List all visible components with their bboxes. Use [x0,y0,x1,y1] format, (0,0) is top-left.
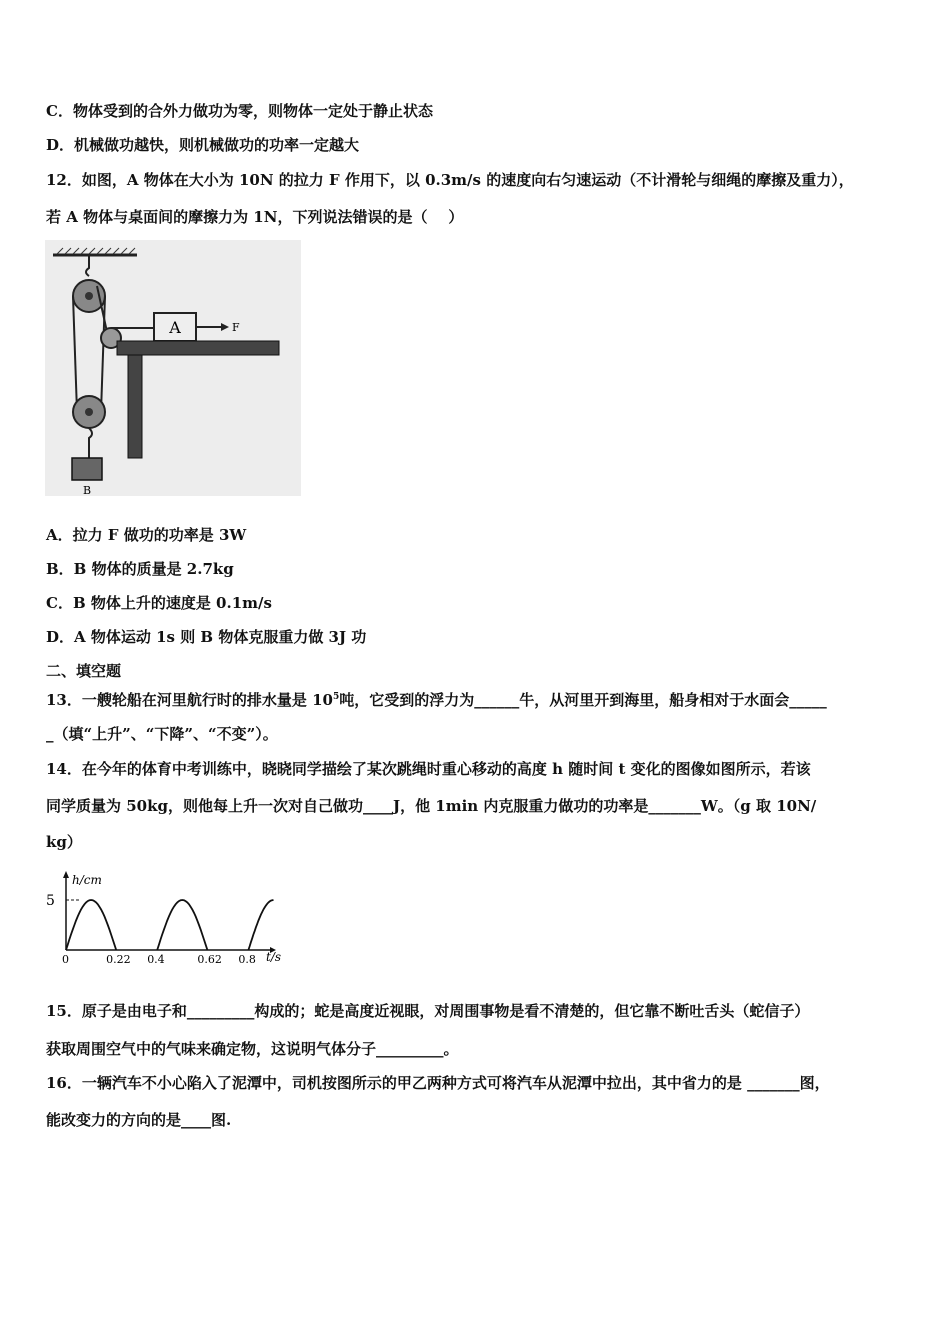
x-tick-label: 0.22 [106,953,131,966]
force-f-label: F [232,321,240,334]
fixed-pulley-axle [85,292,93,300]
q15-line2: 获取周围空气中的气味来确定物，这说明气体分子_________。 [46,1040,459,1058]
series-line [66,900,274,950]
q13-line2: _（填“上升”、“下降”、“不变”）。 [46,725,278,743]
q11-option-d: D．机械做功越快，则机械做功的功率一定越大 [46,136,360,154]
x-tick-label: 0.4 [147,953,165,966]
q14-line2: 同学质量为 50kg，则他每上升一次对自己做功____J，他 1min 内克服重力做功的功率是_______W。（g 取 10N/ [46,797,817,815]
q12-option-d: D．A 物体运动 1s 则 B 物体克服重力做 3J 功 [46,628,367,646]
q11-option-c: C．物体受到的合外力做功为零，则物体一定处于静止状态 [46,102,433,120]
section-title: 二、填空题 [46,662,122,680]
q12-option-a: A．拉力 F 做功的功率是 3W [46,526,247,544]
y-tick-label: 5 [46,893,55,909]
q14-height-time-chart [40,868,290,968]
q14-line3: kg） [46,833,82,851]
block-a-label: A [169,318,181,337]
y-axis-label: h/cm [72,873,102,887]
q12-option-c: C．B 物体上升的速度是 0.1m/s [46,594,272,612]
x-tick-label: 0.62 [197,953,222,966]
y-axis-arrow [63,871,69,878]
block-b-label: B [83,484,92,496]
q15-line1: 15．原子是由电子和_________构成的；蛇是高度近视眼，对周围事物是看不清楚的，但它靠不断吐舌头（蛇信子） [46,1002,810,1020]
q12-stem-line1: 12．如图，A 物体在大小为 10N 的拉力 F 作用下，以 0.3m/s 的速度向右匀速运动（不计滑轮与细绳的摩擦及重力）， [46,171,854,189]
q16-line1: 16．一辆汽车不小心陷入了泥潭中，司机按图所示的甲乙两种方式可将汽车从泥潭中拉出，其中省力的是 _______图， [46,1074,830,1092]
x-axis-label: t/s [266,950,282,964]
q14-line1: 14．在今年的体育中考训练中，晓晓同学描绘了某次跳绳时重心移动的高度 h 随时间 t 变化的图像如图所示，若该 [46,760,811,778]
x-tick-label: 0.8 [238,953,256,966]
movable-pulley-axle [85,408,93,416]
table-top [117,341,279,355]
exponent: 5 [332,692,340,702]
q12-pulley-figure [45,240,301,496]
q13-line1: 13．一艘轮船在河里航行时的排水量是 $10^5$吨，它受到的浮力为______牛，从河里开到海里，船身相对于水面会_____ [46,691,827,709]
block-b [72,458,102,480]
q12-stem-line2: 若 A 物体与桌面间的摩擦力为 1N，下列说法错误的是（ ） [46,208,464,226]
x-tick-label: 0 [62,953,69,966]
table-leg [128,355,142,458]
q12-option-b: B．B 物体的质量是 2.7kg [46,560,234,578]
q16-line2: 能改变力的方向的是____图. [46,1111,232,1129]
